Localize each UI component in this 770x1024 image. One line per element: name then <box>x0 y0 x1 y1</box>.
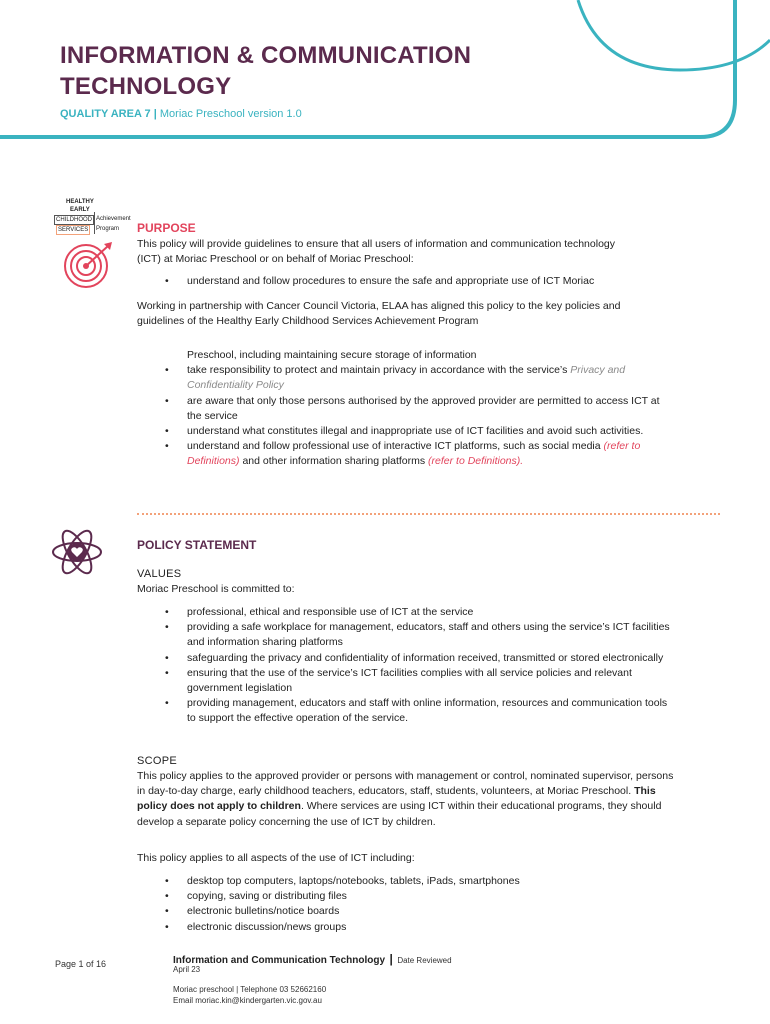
bullet-text: understand and follow professional use of interactive ICT platforms, such as social media <box>187 440 604 453</box>
list-item <box>137 274 697 289</box>
definitions-ref: (refer to Definitions). <box>428 455 524 468</box>
footer-separator: | <box>389 952 393 966</box>
bullet: • <box>165 890 169 903</box>
aspects-intro: This policy applies to all aspects of the use of ICT including: <box>137 852 415 864</box>
page-number: Page 1 of 16 <box>55 959 107 969</box>
bullet: • <box>165 875 169 887</box>
list-item <box>137 394 677 424</box>
bullet: • <box>165 651 169 664</box>
bullet: • <box>165 920 169 933</box>
bullet-text: desktop top computers, laptops/notebooks, tablets, iPads, smartphones <box>187 875 520 887</box>
purpose-list-2 <box>137 348 677 470</box>
list-item <box>137 889 677 904</box>
page-title: INFORMATION & COMMUNICATION TECHNOLOGY <box>60 42 472 100</box>
partnership-text: Working in partnership with Cancer Council Victoria, ELAA has aligned this policy to the key policies and guidelines of the Healthy Early Childhood Services Achievement Program <box>137 300 621 328</box>
bullet: • <box>165 621 169 634</box>
bullet-text: are aware that only those persons authorised by the approved provider are permitted to access ICT at the service <box>187 394 660 422</box>
scope-text-a: This policy applies to the approved provider or persons with management or control, nominated supervisor, persons in day-to-day charge, early childhood teachers, educators, staff, students, volunteers, at Moriac Preschool. <box>137 770 674 798</box>
bullet: • <box>165 425 169 438</box>
scope-heading: SCOPE <box>137 755 178 767</box>
bullet-text: professional, ethical and responsible use of ICT at the service <box>187 606 474 618</box>
scope-bold: This policy does not apply to children <box>137 785 656 813</box>
logo-right2: Program <box>96 226 120 232</box>
section-divider <box>137 513 720 515</box>
target-icon <box>62 240 120 290</box>
list-item <box>137 904 677 919</box>
logo-line3: CHILDHOOD <box>56 217 93 223</box>
bullet-text: providing management, educators and staff with online information, resources and communication tools to support the effective operation of the service. <box>187 697 668 725</box>
logo-line2: EARLY <box>70 207 90 213</box>
list-item <box>137 696 677 726</box>
bullet: • <box>165 440 169 453</box>
quality-area: QUALITY AREA 7 <box>60 108 151 120</box>
footer-email: Email moriac.kin@kindergarten.vic.gov.au <box>173 996 322 1005</box>
bullet-text: Preschool, including maintaining secure storage of information <box>187 349 477 361</box>
privacy-policy-ref: Privacy and Confidentiality Policy <box>187 364 626 392</box>
bullet: • <box>165 606 169 618</box>
purpose-heading: PURPOSE <box>137 221 196 235</box>
policy-heading: POLICY STATEMENT <box>137 538 257 552</box>
values-heading: VALUES <box>137 568 182 580</box>
subtitle-separator: | <box>153 108 157 120</box>
scope-text-b: . Where services are using ICT within their educational programs, they should develop a separate policy concerning the use of ICT by children. <box>137 800 662 828</box>
list-item <box>137 920 677 935</box>
definitions-ref: (refer to Definitions) <box>187 440 641 468</box>
bullet-text: providing a safe workplace for management, educators, staff and others using the service’s ICT facilities and information sharing platforms <box>187 621 670 649</box>
bullet-text: take responsibility to protect and maintain privacy in accordance with the service’s <box>187 364 571 377</box>
bullet: • <box>165 275 169 287</box>
bullet-text: electronic discussion/news groups <box>187 920 347 933</box>
footer-date: April 23 <box>173 965 201 974</box>
bullet: • <box>165 697 169 710</box>
logo-right1: Achievement <box>96 216 131 222</box>
bullet: • <box>165 364 169 377</box>
list-item <box>137 666 677 696</box>
values-intro: Moriac Preschool is committed to: <box>137 583 295 595</box>
bullet: • <box>165 666 169 679</box>
list-item <box>137 874 677 889</box>
footer-heading <box>173 950 452 968</box>
atom-heart-icon <box>50 525 104 579</box>
values-list <box>137 605 677 727</box>
bullet-text: understand and follow procedures to ensure the safe and appropriate use of ICT Moriac <box>187 275 595 287</box>
bullet: • <box>165 905 169 918</box>
logo-line1: HEALTHY <box>66 199 94 205</box>
scope-text <box>137 769 682 830</box>
hecsap-logo <box>52 198 134 240</box>
bullet-text: ensuring that the use of the service’s ICT facilities complies with all service policies and relevant government legislation <box>187 666 632 695</box>
purpose-intro: This policy will provide guidelines to ensure that all users of information and communication technology (ICT) at Moriac Preschool or on behalf of Moriac Preschool: <box>137 238 616 266</box>
purpose-list-1 <box>137 274 697 289</box>
bullet-text: copying, saving or distributing files <box>187 890 347 903</box>
footer-contact: Moriac preschool | Telephone 03 52662160 <box>173 985 327 994</box>
list-item <box>137 348 677 363</box>
logo-line4: SERVICES <box>58 227 89 233</box>
bullet-text: understand what constitutes illegal and inappropriate use of ICT facilities and avoid such activities. <box>187 425 644 438</box>
bullet: • <box>165 394 169 407</box>
subtitle <box>60 108 302 120</box>
bullet-text: electronic bulletins/notice boards <box>187 905 340 918</box>
bullet-text: and other information sharing platforms <box>239 455 429 468</box>
list-item <box>137 605 677 620</box>
list-item <box>137 363 677 393</box>
list-item <box>137 424 677 439</box>
footer-title: Information and Communication Technology <box>173 955 386 966</box>
list-item <box>137 439 677 469</box>
bullet-text: safeguarding the privacy and confidentiality of information received, transmitted or stored electronically <box>187 651 664 664</box>
footer-date-label: Date Reviewed <box>397 956 452 965</box>
aspects-list <box>137 874 677 935</box>
list-item <box>137 620 677 650</box>
list-item <box>137 651 677 666</box>
version: Moriac Preschool version 1.0 <box>159 108 302 120</box>
